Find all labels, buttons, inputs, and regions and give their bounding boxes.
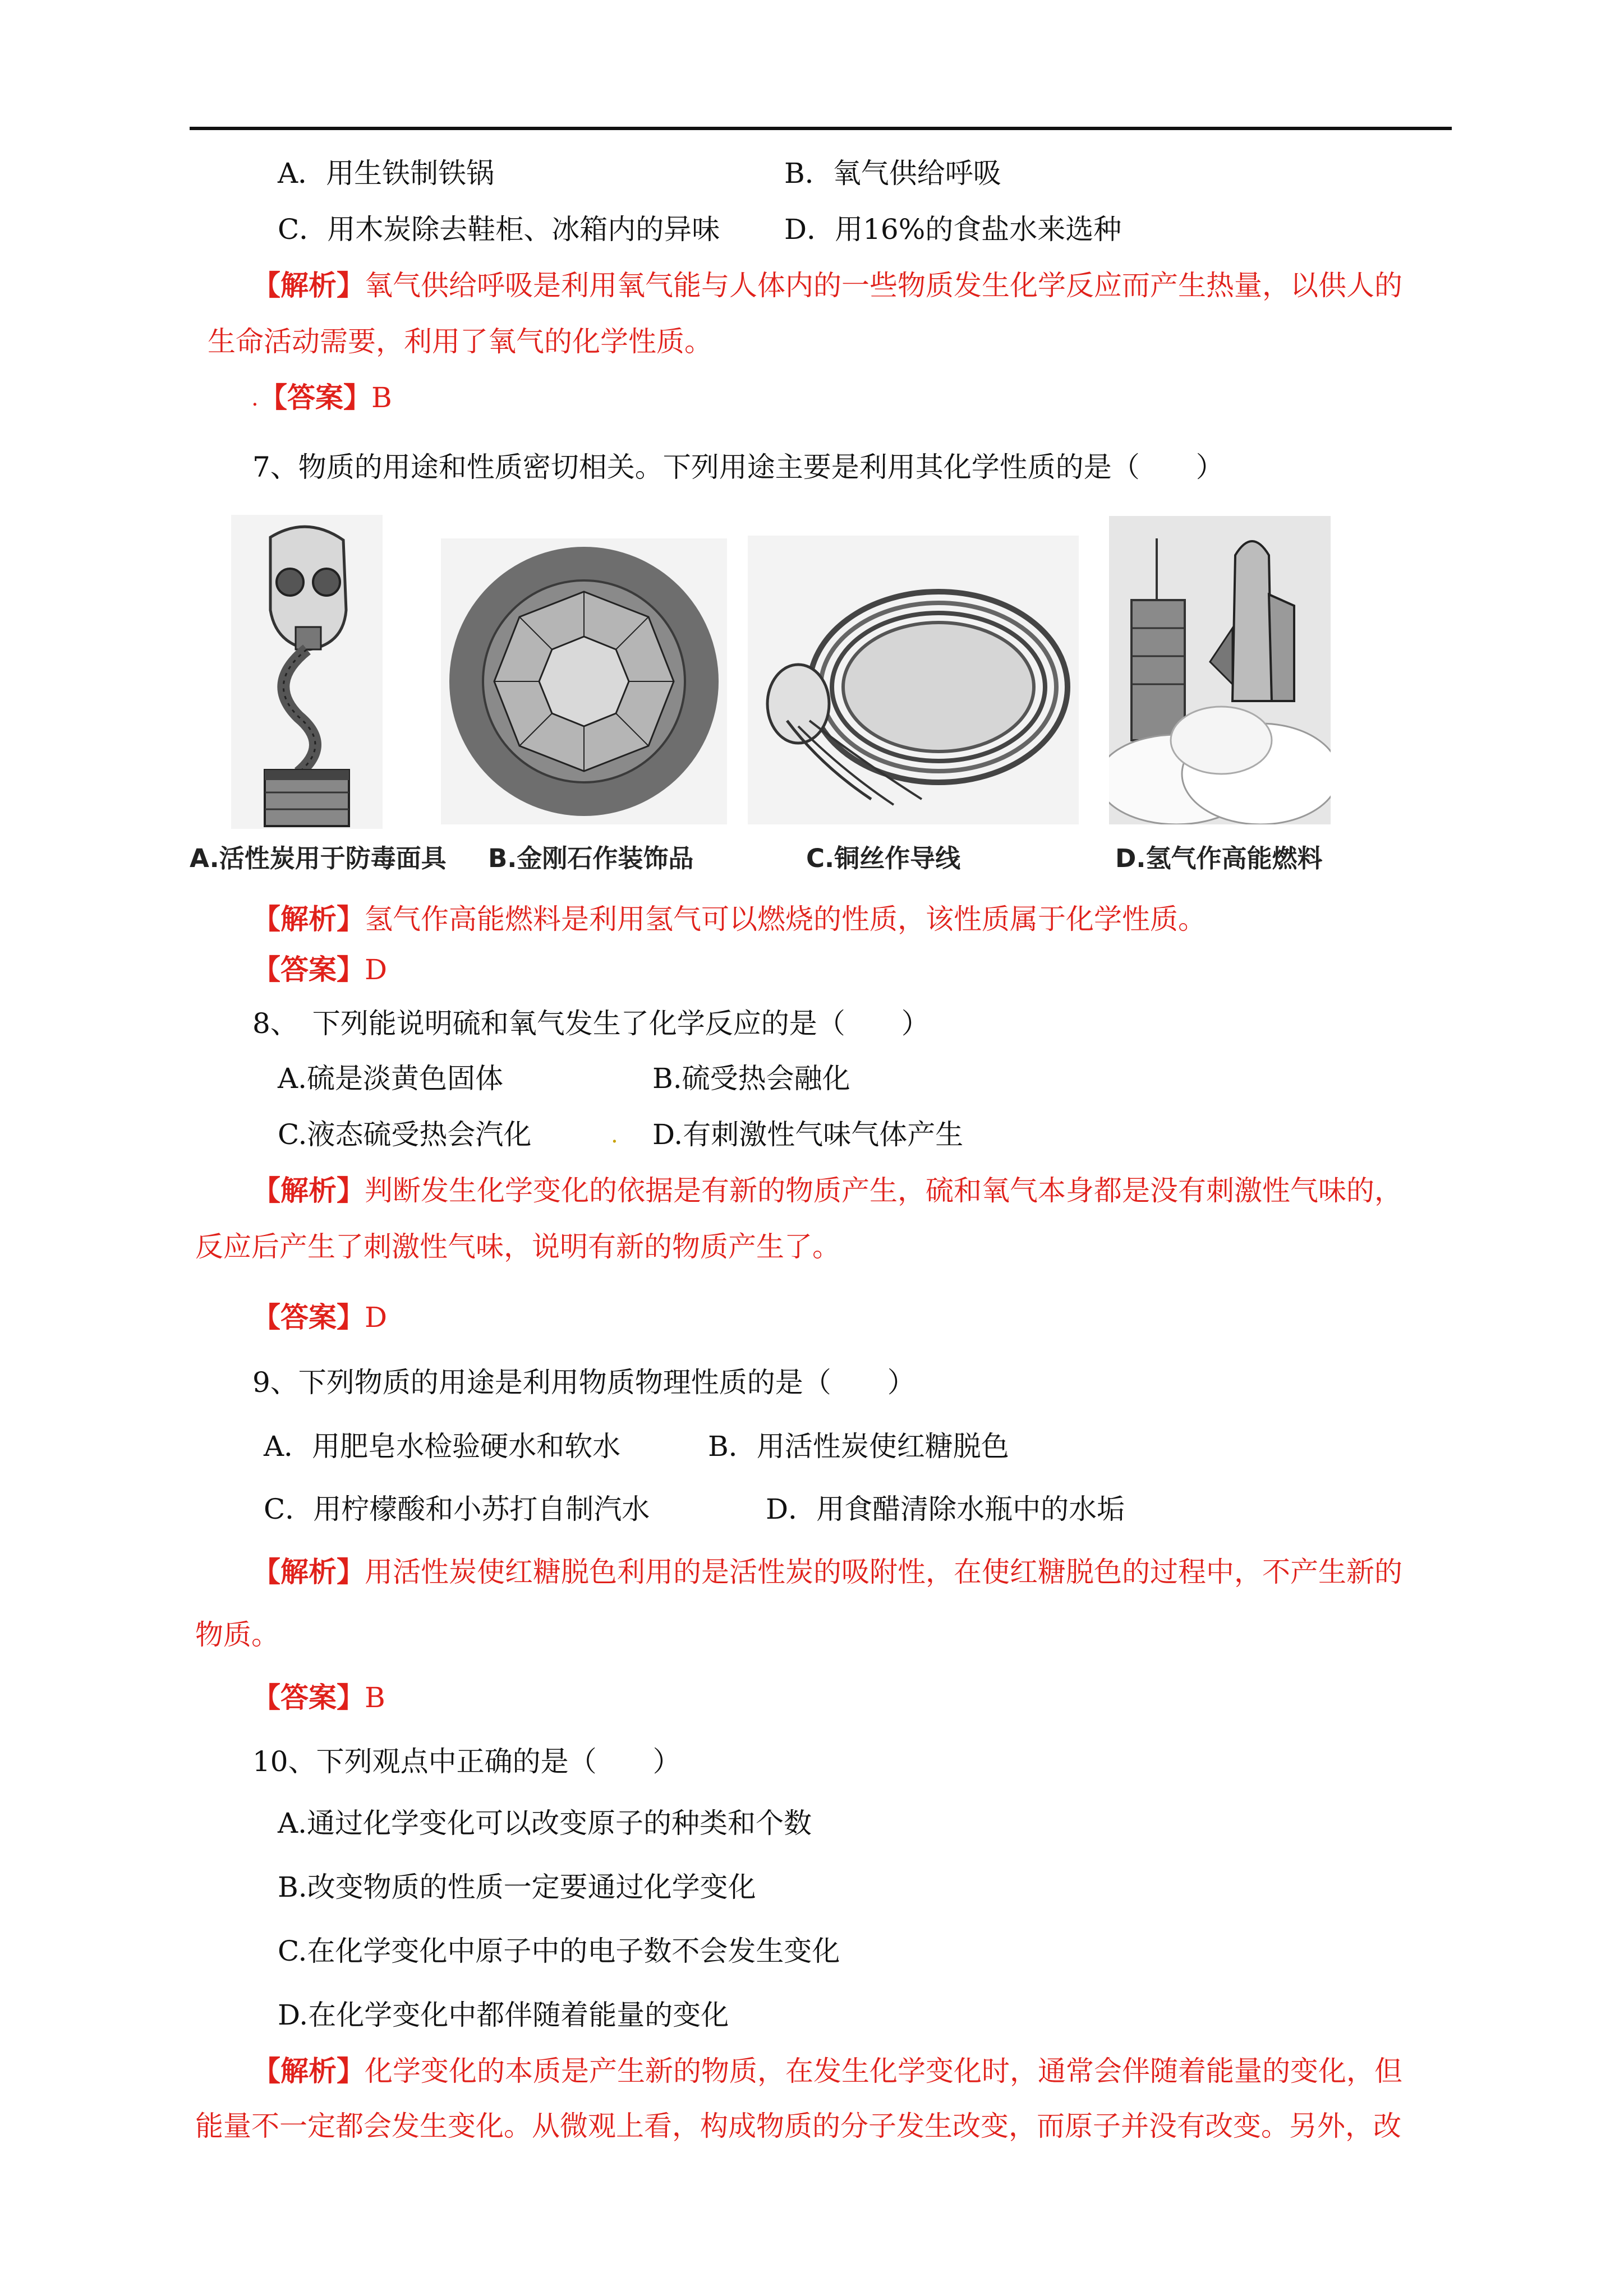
q6-analysis-line2: 生命活动需要，利用了氧气的化学性质。 [208,325,712,358]
q7-caption-a: A.活性炭用于防毒面具 [190,843,447,873]
rocket-launch-icon [1109,516,1331,824]
q8-answer [252,1301,388,1334]
q7-answer [252,953,388,986]
q9-option-a: A．用肥皂水检验硬水和软水 [264,1430,621,1463]
q9-analysis-line1 [252,1555,1402,1588]
stray-dot: . [251,385,259,411]
q9-analysis-tag: 【解析】 [252,1555,365,1588]
q8-option-c: C.液态硫受热会汽化 [278,1118,532,1151]
q8-analysis-line2: 反应后产生了刺激性气味，说明有新的物质产生了。 [195,1230,840,1263]
q10-analysis-text1: 化学变化的本质是产生新的物质，在发生化学变化时，通常会伴随着能量的变化，但 [365,2055,1402,2087]
q6-option-b: B．氧气供给呼吸 [784,157,1001,190]
q9-answer-value: B [365,1681,385,1714]
q7-analysis-tag: 【解析】 [252,902,365,935]
q6-analysis-tag: 【解析】 [252,269,365,302]
q8-option-d: D.有刺激性气味气体产生 [652,1118,964,1151]
q7-caption-b: B.金刚石作装饰品 [488,843,694,873]
stray-dot: . [611,1122,618,1148]
q9-answer-tag: 【答案】 [252,1681,365,1714]
q7-caption-c: C.铜丝作导线 [806,843,961,873]
q6-answer-value: B [371,381,392,414]
q9-option-c: C．用柠檬酸和小苏打自制汽水 [264,1493,650,1525]
q6-answer [259,381,392,414]
q6-analysis-line1 [252,269,1402,302]
q10-option-a: A.通过化学变化可以改变原子的种类和个数 [278,1807,812,1839]
q7-stem: 7、物质的用途和性质密切相关。下列用途主要是利用其化学性质的是（ ） [252,451,1224,483]
q6-analysis-text1: 氧气供给呼吸是利用氧气能与人体内的一些物质发生化学反应而产生热量，以供人的 [365,269,1402,302]
q9-analysis-text1: 用活性炭使红糖脱色利用的是活性炭的吸附性，在使红糖脱色的过程中，不产生新的 [365,1556,1402,1588]
q7-analysis [252,902,1206,935]
q6-answer-tag: 【答案】 [259,381,371,414]
q8-analysis-line1 [252,1174,1402,1207]
header-rule [190,127,1452,130]
q8-option-b: B.硫受热会融化 [652,1062,850,1095]
q10-analysis-line1 [252,2054,1402,2087]
q8-answer-value: D [365,1301,388,1334]
q9-analysis-line2: 物质。 [195,1619,279,1651]
q6-option-d: D．用16%的食盐水来选种 [784,213,1122,246]
q7-answer-value: D [365,953,388,986]
q9-answer [252,1681,385,1714]
q8-answer-tag: 【答案】 [252,1301,365,1334]
q9-stem: 9、下列物质的用途是利用物质物理性质的是（ ） [252,1366,915,1399]
q7-caption-d: D.氢气作高能燃料 [1115,843,1323,873]
q9-option-d: D．用食醋清除水瓶中的水垢 [766,1493,1125,1525]
q10-analysis-tag: 【解析】 [252,2054,365,2087]
q8-analysis-text1: 判断发生化学变化的依据是有新的物质产生，硫和氧气本身都是没有刺激性气味的， [365,1174,1402,1207]
q6-option-c: C．用木炭除去鞋柜、冰箱内的异味 [278,213,720,246]
q9-option-b: B．用活性炭使红糖脱色 [708,1430,1009,1463]
q10-analysis-line2: 能量不一定都会发生变化。从微观上看，构成物质的分子发生改变，而原子并没有改变。另外，改 [195,2110,1401,2142]
q10-option-c: C.在化学变化中原子中的电子数不会发生变化 [278,1935,840,1967]
copper-wire-icon [748,536,1079,824]
q8-analysis-tag: 【解析】 [252,1174,365,1207]
q10-option-d: D.在化学变化中都伴随着能量的变化 [278,1999,729,2031]
q7-answer-tag: 【答案】 [252,953,365,986]
q8-option-a: A.硫是淡黄色固体 [278,1062,504,1095]
q8-stem: 8、 下列能说明硫和氧气发生了化学反应的是（ ） [252,1007,930,1040]
diamond-icon [441,538,727,824]
q10-option-b: B.改变物质的性质一定要通过化学变化 [278,1871,756,1903]
q6-option-a: A．用生铁制铁锅 [278,157,495,190]
q10-stem: 10、下列观点中正确的是（ ） [252,1745,681,1778]
q7-analysis-text: 氢气作高能燃料是利用氢气可以燃烧的性质，该性质属于化学性质。 [365,903,1206,935]
gas-mask-icon [231,515,383,829]
